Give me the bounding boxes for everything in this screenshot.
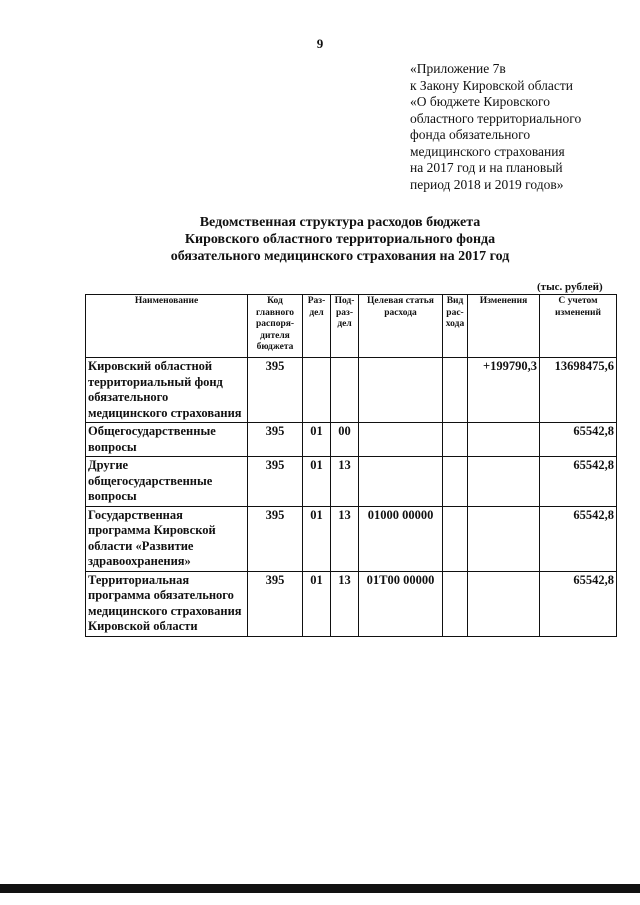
cell-target (359, 358, 443, 423)
cell-kind (443, 358, 468, 423)
cell-target (359, 457, 443, 507)
budget-table (85, 294, 617, 637)
appendix-line: период 2018 и 2019 годов» (410, 176, 564, 192)
appendix-line: к Закону Кировской области (410, 77, 574, 93)
cell-section: 01 (303, 571, 331, 636)
appendix-line: «О бюджете Кировского (410, 94, 551, 109)
cell-changes (468, 457, 540, 507)
cell-code: 395 (248, 571, 303, 636)
appendix-line: медицинского страхования (410, 143, 565, 159)
header-subsection: Под- раз- дел (331, 295, 359, 358)
cell-name: Кировский областной территориальный фонд обязательного медицинского страхования (86, 358, 248, 423)
header-changes: Изменения (468, 295, 540, 358)
title-line: Ведомственная структура расходов бюджета (199, 215, 481, 230)
appendix-line: «Приложение 7в (410, 61, 506, 76)
header-kind: Вид рас- хода (443, 295, 468, 358)
cell-subsection: 13 (331, 457, 359, 507)
header-code: Код главного распоря- дителя бюджета (248, 295, 303, 358)
cell-name: Другие общегосударственные вопросы (86, 457, 248, 507)
cell-changes (468, 571, 540, 636)
appendix-line: областного территориального (410, 110, 582, 126)
table-row (86, 423, 617, 457)
cell-section (303, 358, 331, 423)
title-line: обязательного медицинского страхования на 2017 год (170, 249, 510, 264)
scan-bottom-bar (0, 884, 640, 893)
table-row (86, 358, 617, 423)
cell-changes (468, 506, 540, 571)
cell-subsection (331, 358, 359, 423)
cell-target: 01Т00 00000 (359, 571, 443, 636)
title-line: Кировского областного территориального фонда (184, 232, 496, 247)
cell-total: 65542,8 (540, 423, 617, 457)
cell-total: 65542,8 (540, 506, 617, 571)
appendix-line: фонда обязательного (410, 127, 531, 142)
header-name: Наименование (86, 295, 248, 358)
cell-target: 01000 00000 (359, 506, 443, 571)
cell-kind (443, 423, 468, 457)
table-row (86, 457, 617, 507)
cell-total: 13698475,6 (540, 358, 617, 423)
cell-subsection: 13 (331, 506, 359, 571)
cell-subsection: 00 (331, 423, 359, 457)
cell-name: Государственная программа Кировской области «Развитие здравоохранения» (86, 506, 248, 571)
cell-kind (443, 506, 468, 571)
page-number: 9 (316, 36, 324, 51)
cell-total: 65542,8 (540, 571, 617, 636)
table-row (86, 571, 617, 636)
cell-changes (468, 423, 540, 457)
unit-note: (тыс. рублей) (537, 281, 603, 293)
cell-section: 01 (303, 423, 331, 457)
header-section: Раз- дел (303, 295, 331, 358)
cell-kind (443, 571, 468, 636)
header-target: Целевая статья расхода (359, 295, 443, 358)
cell-code: 395 (248, 423, 303, 457)
appendix-header (410, 61, 620, 193)
cell-section: 01 (303, 457, 331, 507)
cell-kind (443, 457, 468, 507)
header-total: С учетом изменений (540, 295, 617, 358)
cell-target (359, 423, 443, 457)
cell-changes: +199790,3 (468, 358, 540, 423)
document-title (0, 214, 640, 265)
cell-section: 01 (303, 506, 331, 571)
table-header-row (86, 295, 617, 358)
cell-code: 395 (248, 506, 303, 571)
table-row (86, 506, 617, 571)
cell-code: 395 (248, 358, 303, 423)
cell-total: 65542,8 (540, 457, 617, 507)
cell-name: Территориальная программа обязательного медицинского страхования Кировской области (86, 571, 248, 636)
cell-name: Общегосударственные вопросы (86, 423, 248, 457)
cell-subsection: 13 (331, 571, 359, 636)
cell-code: 395 (248, 457, 303, 507)
appendix-line: на 2017 год и на плановый (410, 160, 563, 175)
